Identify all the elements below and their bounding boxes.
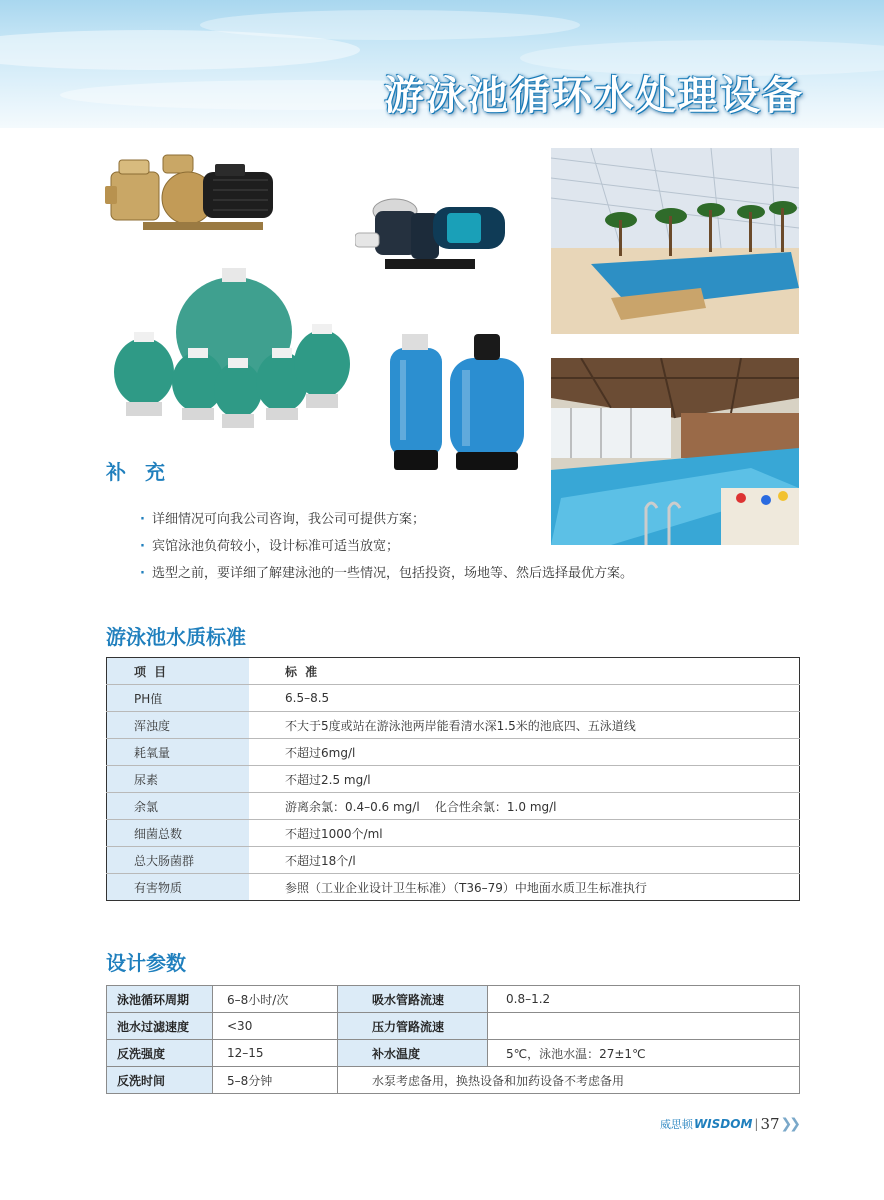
table-row xyxy=(107,739,800,766)
item-cell: 总大肠菌群 xyxy=(107,847,250,874)
item-cell: 尿素 xyxy=(107,766,250,793)
table-row xyxy=(107,793,800,820)
column-header-standard: 标 准 xyxy=(249,658,800,685)
table-row xyxy=(107,874,800,901)
column-header-item: 项 目 xyxy=(107,658,250,685)
dark-pump-image xyxy=(355,183,515,278)
param-value xyxy=(488,1013,800,1040)
supplement-list xyxy=(140,506,633,587)
standard-cell: 不超过2.5 mg/l xyxy=(249,766,800,793)
item-cell: PH值 xyxy=(107,685,250,712)
param-label: 反洗强度 xyxy=(107,1040,213,1067)
table-row xyxy=(107,820,800,847)
param-value: 6–8小时/次 xyxy=(213,986,338,1013)
page-footer xyxy=(660,1115,798,1133)
param-label: 反洗时间 xyxy=(107,1067,213,1094)
standard-cell: 不超过18个/l xyxy=(249,847,800,874)
water-quality-table xyxy=(106,657,800,901)
table-header-row xyxy=(107,658,800,685)
standard-cell: 6.5–8.5 xyxy=(249,685,800,712)
param-label: 压力管路流速 xyxy=(338,1013,488,1040)
param-label: 吸水管路流速 xyxy=(338,986,488,1013)
param-label: 补水温度 xyxy=(338,1040,488,1067)
standard-cell: 参照（工业企业设计卫生标准）（T36–79）中地面水质卫生标准执行 xyxy=(285,880,647,895)
table-row xyxy=(107,1013,800,1040)
brand-name-en: WISDOM xyxy=(693,1117,753,1131)
footer-separator: | xyxy=(754,1117,759,1131)
param-note: 水泵考虑备用，换热设备和加药设备不考虑备用 xyxy=(338,1067,800,1094)
item-cell: 浑浊度 xyxy=(107,712,250,739)
brand-name-cn: 威思顿 xyxy=(659,1118,693,1131)
standard-cell: 不超过1000个/ml xyxy=(249,820,800,847)
page-title: 游泳池循环水处理设备 xyxy=(384,73,804,119)
standard-cell: 游离余氯：0.4–0.6 mg/l 化合性余氯：1.0 mg/l xyxy=(249,793,800,820)
standard-cell: 不大于5度或站在游泳池两岸能看清水深1.5米的池底四、五泳道线 xyxy=(249,712,800,739)
design-params-title: 设计参数 xyxy=(106,951,186,975)
list-item: · 详细情况可向我公司咨询，我公司可提供方案； xyxy=(140,506,633,533)
standard-cell: 不超过6mg/l xyxy=(249,739,800,766)
param-label: 池水过滤速度 xyxy=(107,1013,213,1040)
table-row xyxy=(107,1067,800,1094)
param-value: 0.8–1.2 xyxy=(488,986,800,1013)
param-value: <30 xyxy=(213,1013,338,1040)
table-row xyxy=(107,766,800,793)
water-quality-title: 游泳池水质标准 xyxy=(106,625,246,649)
table-row xyxy=(107,685,800,712)
supplement-title: 补 充 xyxy=(106,460,171,484)
item-cell: 有害物质 xyxy=(107,874,250,901)
item-cell: 余氯 xyxy=(107,793,250,820)
green-filters-image xyxy=(106,262,352,438)
item-cell: 耗氧量 xyxy=(107,739,250,766)
table-row xyxy=(107,847,800,874)
list-item: · 宾馆泳池负荷较小，设计标准可适当放宽； xyxy=(140,533,633,560)
table-row xyxy=(107,712,800,739)
table-row xyxy=(107,1040,800,1067)
page-number: 37 xyxy=(760,1115,780,1133)
table-row xyxy=(107,986,800,1013)
header-banner xyxy=(0,0,884,128)
param-value: 5℃，泳池水温：27±1℃ xyxy=(488,1040,800,1067)
design-params-table xyxy=(106,985,800,1094)
param-label: 泳池循环周期 xyxy=(107,986,213,1013)
item-cell: 细菌总数 xyxy=(107,820,250,847)
param-value: 12–15 xyxy=(213,1040,338,1067)
double-chevron-right-icon: ❯❯ xyxy=(780,1116,798,1132)
bronze-pump-image xyxy=(103,150,283,240)
list-item: · 选型之前，要详细了解建泳池的一些情况，包括投资，场地等、然后选择最优方案。 xyxy=(140,560,633,587)
pool-photo-palms xyxy=(551,148,799,334)
param-value: 5–8分钟 xyxy=(213,1067,338,1094)
blue-tanks-image xyxy=(388,330,528,472)
